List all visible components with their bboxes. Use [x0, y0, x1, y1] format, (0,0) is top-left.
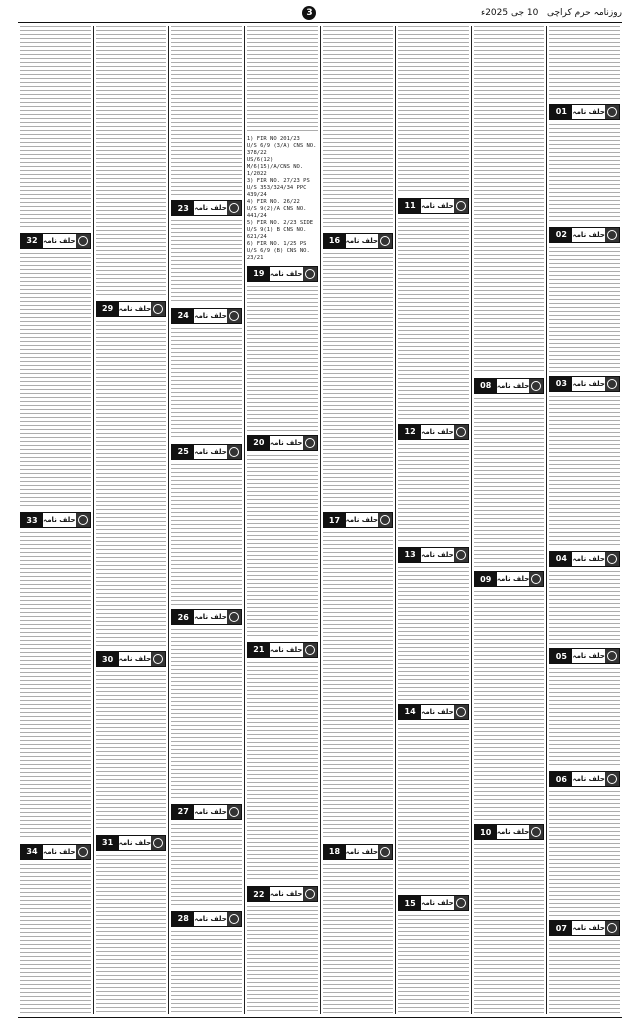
- fir-line: 1) FIR NO 201/23: [246, 135, 300, 142]
- notice-title: حلف نامہ: [43, 516, 76, 524]
- notice-body-text: [549, 247, 620, 372]
- seal-icon: [454, 896, 468, 910]
- notice-body-text: [96, 321, 167, 648]
- notice-number: 12: [399, 425, 421, 439]
- column-1: [546, 26, 622, 1014]
- notice-body-text: [20, 864, 91, 1014]
- seal-icon: [605, 105, 619, 119]
- notice-title: حلف نامہ: [421, 707, 454, 716]
- notice-title: حلف نامہ: [496, 575, 530, 584]
- page-number: 3: [302, 6, 316, 20]
- notice-body-text: [171, 464, 242, 605]
- notice-number: 24: [172, 309, 194, 323]
- fir-line: U/S 6/9 (3/A) CNS NO. 378/22: [246, 142, 317, 156]
- notice-body-text: [20, 532, 91, 840]
- notice-number: 30: [97, 652, 119, 666]
- notice-body-text: [171, 220, 242, 303]
- seal-icon: [605, 228, 619, 242]
- notice-title: حلف نامہ: [194, 807, 227, 816]
- notice-title: حلف نامہ: [118, 655, 152, 664]
- seal-icon: [227, 309, 241, 323]
- notice-number: 23: [172, 201, 194, 215]
- fir-line: 3) FIR NO. 27/23 PS: [246, 177, 310, 184]
- notice-number: 33: [21, 513, 43, 527]
- notice-number: 05: [550, 649, 572, 663]
- notice-number: 06: [550, 772, 572, 786]
- notice-header: [20, 512, 91, 528]
- notice-title: حلف نامہ: [270, 890, 303, 899]
- notice-header: [398, 895, 469, 911]
- notice-body-text: [171, 328, 242, 440]
- notice-title: حلف نامہ: [270, 438, 303, 447]
- seal-icon: [605, 921, 619, 935]
- seal-icon: [529, 379, 543, 393]
- notice-body-text: [549, 26, 620, 100]
- notice-number: 10: [475, 825, 497, 839]
- notice-header: [398, 704, 469, 720]
- seal-icon: [605, 552, 619, 566]
- paper-name: روزنامہ حرم کراچی: [546, 8, 622, 18]
- seal-icon: [303, 436, 317, 450]
- notice-body-text: [474, 26, 545, 374]
- column-5: [244, 26, 320, 1014]
- notice-body-text: [549, 940, 620, 1014]
- seal-icon: [227, 805, 241, 819]
- notice-body-text: [96, 671, 167, 830]
- notice-title: حلف نامہ: [194, 204, 227, 213]
- notice-body-text: [20, 26, 91, 229]
- notice-body-text: [96, 855, 167, 1014]
- notice-title: حلف نامہ: [345, 516, 378, 524]
- notice-title: حلف نامہ: [270, 269, 303, 278]
- masthead-right: [481, 8, 622, 18]
- notice-body-text: [323, 532, 394, 840]
- notice-header: [247, 642, 318, 658]
- notice-header: [96, 835, 167, 851]
- notice-header: [247, 435, 318, 451]
- notice-header: [247, 266, 318, 282]
- notice-header: [96, 301, 167, 317]
- notice-number: 32: [21, 234, 43, 248]
- notice-number: 08: [475, 379, 497, 393]
- fir-line: US/6(12) M/6(15)/A/CNS NO. 1/2022: [246, 156, 304, 177]
- notice-number: 11: [399, 199, 421, 213]
- notice-number: 26: [172, 610, 194, 624]
- notice-header: [20, 233, 91, 249]
- fir-line: U/S 9(1) B CNS NO. 621/24: [246, 226, 307, 240]
- notice-body-text: [171, 931, 242, 1014]
- seal-icon: [605, 649, 619, 663]
- notice-body-text: [398, 915, 469, 1014]
- notice-title: حلف نامہ: [43, 236, 76, 245]
- notice-body-text: [96, 26, 167, 297]
- seal-icon: [303, 887, 317, 901]
- notice-number: 03: [550, 377, 572, 391]
- notice-header: [20, 844, 91, 860]
- seal-icon: [454, 199, 468, 213]
- notice-number: 19: [248, 267, 270, 281]
- notice-body-text: [171, 824, 242, 907]
- fir-line: 6) FIR NO. 1/25 PS: [246, 240, 307, 247]
- seal-icon: [454, 705, 468, 719]
- notice-number: 29: [97, 302, 119, 316]
- notice-body-text: [20, 253, 91, 508]
- notice-body-text: [247, 455, 318, 638]
- notice-header: [96, 651, 167, 667]
- notice-number: 34: [21, 845, 43, 859]
- notice-header: [549, 227, 620, 243]
- notice-number: 20: [248, 436, 270, 450]
- seal-icon: [605, 377, 619, 391]
- notice-title: حلف نامہ: [572, 775, 605, 784]
- notice-header: [323, 512, 394, 528]
- notice-body-text: [247, 662, 318, 883]
- seal-icon: [151, 836, 165, 850]
- notice-header: [398, 424, 469, 440]
- notice-title: حلف نامہ: [421, 427, 454, 436]
- notice-body-text: [549, 668, 620, 767]
- notice-body-text: [474, 844, 545, 1014]
- notice-number: 25: [172, 445, 194, 459]
- notice-header: [549, 920, 620, 936]
- notice-header: [549, 376, 620, 392]
- column-7: [93, 26, 169, 1014]
- fir-line: 5) FIR NO. 2/23 SIDE: [246, 219, 314, 226]
- seal-icon: [529, 572, 543, 586]
- notice-header: [549, 551, 620, 567]
- notice-header: [474, 378, 545, 394]
- seal-icon: [151, 302, 165, 316]
- notice-header: [398, 547, 469, 563]
- notice-title: حلف نامہ: [194, 311, 227, 320]
- bottom-rule: [18, 1017, 622, 1018]
- seal-icon: [151, 652, 165, 666]
- newspaper-columns: [18, 26, 622, 1014]
- notice-title: حلف نامہ: [270, 645, 303, 654]
- notice-body-text: [549, 396, 620, 547]
- fir-line: 4) FIR NO. 26/22: [246, 198, 300, 205]
- notice-title: حلف نامہ: [572, 230, 605, 239]
- notice-number: 27: [172, 805, 194, 819]
- notice-body-text: [398, 26, 469, 194]
- seal-icon: [303, 643, 317, 657]
- notice-number: 14: [399, 705, 421, 719]
- seal-icon: [227, 445, 241, 459]
- notice-title: حلف نامہ: [194, 613, 227, 622]
- notice-header: [171, 804, 242, 820]
- notice-header: [171, 911, 242, 927]
- notice-number: 04: [550, 552, 572, 566]
- notice-header: [474, 571, 545, 587]
- fir-line: U/S 9(2)/A CNS NO. 441/24: [246, 205, 307, 219]
- notice-number: 02: [550, 228, 572, 242]
- notice-title: حلف نامہ: [118, 304, 152, 313]
- notice-header: [171, 444, 242, 460]
- seal-icon: [227, 610, 241, 624]
- notice-number: 31: [97, 836, 119, 850]
- notice-number: 01: [550, 105, 572, 119]
- notice-header: [171, 609, 242, 625]
- notice-header: [549, 104, 620, 120]
- column-2: [471, 26, 547, 1014]
- notice-body-text: [247, 906, 318, 1014]
- notice-body-text: [549, 571, 620, 645]
- column-8: [18, 26, 93, 1014]
- notice-title: حلف نامہ: [118, 838, 152, 847]
- notice-header: [171, 308, 242, 324]
- notice-number: 13: [399, 548, 421, 562]
- notice-header: [323, 233, 394, 249]
- notice-number: 17: [324, 513, 346, 527]
- notice-body-text: [398, 724, 469, 892]
- seal-icon: [227, 201, 241, 215]
- notice-body-text: [171, 26, 242, 196]
- seal-icon: [605, 772, 619, 786]
- notice-body-text: [474, 398, 545, 568]
- notice-title: حلف نامہ: [572, 554, 605, 563]
- page-number-badge: [302, 6, 316, 20]
- seal-icon: [378, 234, 392, 248]
- masthead: [18, 4, 622, 23]
- notice-number: 09: [475, 572, 497, 586]
- notice-number: 28: [172, 912, 194, 926]
- notice-title: حلف نامہ: [194, 914, 227, 923]
- issue-date: 10 جی 2025ء: [480, 8, 539, 18]
- notice-number: 07: [550, 921, 572, 935]
- notice-header: [549, 648, 620, 664]
- notice-header: [171, 200, 242, 216]
- notice-body-text: [549, 124, 620, 223]
- notice-body-text: [247, 26, 318, 134]
- notice-title: حلف نامہ: [496, 381, 530, 390]
- notice-number: 15: [399, 896, 421, 910]
- notice-number: 16: [324, 234, 346, 248]
- fir-line: U/S 353/324/34 PPC 439/24: [246, 184, 307, 198]
- column-6: [168, 26, 244, 1014]
- seal-icon: [303, 267, 317, 281]
- column-3: [395, 26, 471, 1014]
- notice-title: حلف نامہ: [572, 652, 605, 661]
- column-4: [320, 26, 396, 1014]
- notice-header: [549, 771, 620, 787]
- notice-title: حلف نامہ: [421, 899, 454, 908]
- notice-title: حلف نامہ: [421, 201, 454, 210]
- seal-icon: [529, 825, 543, 839]
- seal-icon: [227, 912, 241, 926]
- notice-title: حلف نامہ: [572, 924, 605, 933]
- fir-list: [247, 136, 318, 262]
- seal-icon: [76, 234, 90, 248]
- notice-header: [247, 886, 318, 902]
- notice-number: 22: [248, 887, 270, 901]
- notice-body-text: [247, 286, 318, 431]
- notice-body-text: [171, 629, 242, 799]
- notice-header: [323, 844, 394, 860]
- notice-body-text: [398, 218, 469, 420]
- seal-icon: [76, 513, 90, 527]
- notice-title: حلف نامہ: [496, 828, 530, 837]
- notice-body-text: [323, 864, 394, 1014]
- notice-title: حلف نامہ: [345, 236, 378, 245]
- notice-title: حلف نامہ: [421, 550, 454, 559]
- notice-body-text: [398, 567, 469, 700]
- notice-body-text: [474, 591, 545, 820]
- notice-title: حلف نامہ: [572, 107, 605, 116]
- seal-icon: [378, 845, 392, 859]
- fir-line: U/S 6/9 (B) CNS NO. 23/21: [246, 247, 310, 261]
- notice-header: [474, 824, 545, 840]
- seal-icon: [454, 425, 468, 439]
- seal-icon: [454, 548, 468, 562]
- notice-title: حلف نامہ: [43, 847, 76, 856]
- seal-icon: [76, 845, 90, 859]
- notice-body-text: [323, 253, 394, 508]
- notice-body-text: [323, 26, 394, 229]
- notice-number: 21: [248, 643, 270, 657]
- notice-body-text: [398, 444, 469, 543]
- seal-icon: [378, 513, 392, 527]
- notice-title: حلف نامہ: [194, 447, 227, 456]
- notice-header: [398, 198, 469, 214]
- notice-title: حلف نامہ: [345, 847, 378, 856]
- notice-title: حلف نامہ: [572, 379, 605, 388]
- notice-body-text: [549, 791, 620, 916]
- notice-number: 18: [324, 845, 346, 859]
